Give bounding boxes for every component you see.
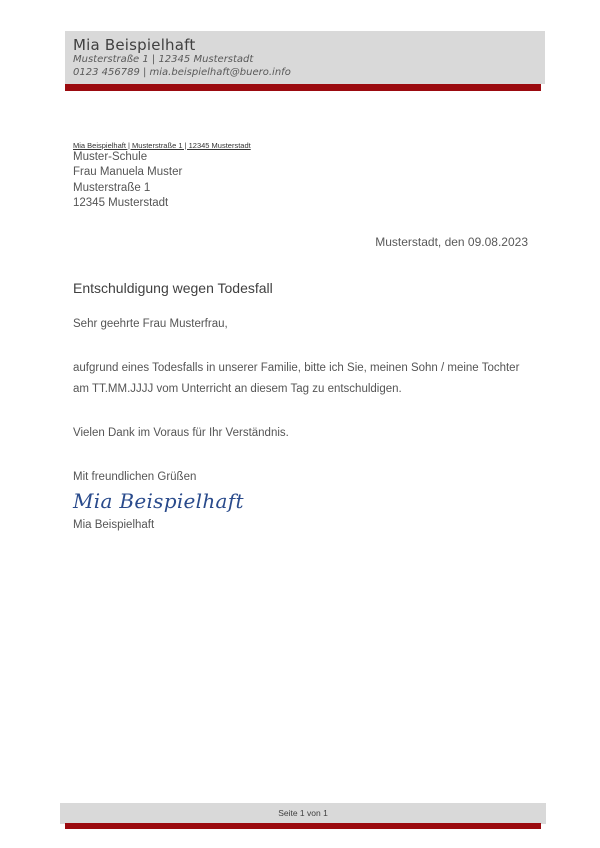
recipient-line-3: Musterstraße 1 (73, 182, 151, 194)
date-line: Musterstadt, den 09.08.2023 (375, 235, 528, 249)
footer-box (60, 803, 546, 824)
subject-line: Entschuldigung wegen Todesfall (73, 280, 273, 296)
handwritten-signature: Mia Beispielhaft (73, 489, 244, 513)
sender-contact: 0123 456789 | mia.beispielhaft@buero.info (73, 67, 291, 78)
recipient-line-1: Muster-Schule (73, 151, 148, 163)
recipient-line-2: Frau Manuela Muster (73, 166, 183, 178)
sender-name: Mia Beispielhaft (73, 36, 196, 54)
signer-name: Mia Beispielhaft (73, 519, 155, 531)
body-paragraph-1-line-2: am TT.MM.JJJJ vom Unterricht an diesem Tag zu entschuldigen. (73, 383, 402, 395)
body-paragraph-2: Vielen Dank im Voraus für Ihr Verständnis. (73, 427, 289, 439)
footer-accent-bar (65, 823, 541, 829)
closing-line: Mit freundlichen Grüßen (73, 471, 197, 483)
header-accent-bar (65, 84, 541, 91)
body-paragraph-1-line-1: aufgrund eines Todesfalls in unserer Familie, bitte ich Sie, meinen Sohn / meine Tochter (73, 362, 520, 374)
salutation: Sehr geehrte Frau Musterfrau, (73, 318, 228, 330)
sender-address: Musterstraße 1 | 12345 Musterstadt (73, 54, 254, 65)
return-address: Mia Beispielhaft | Musterstraße 1 | 12345 Musterstadt (73, 141, 251, 150)
recipient-line-4: 12345 Musterstadt (73, 197, 169, 209)
page-number: Seite 1 von 1 (278, 808, 328, 818)
